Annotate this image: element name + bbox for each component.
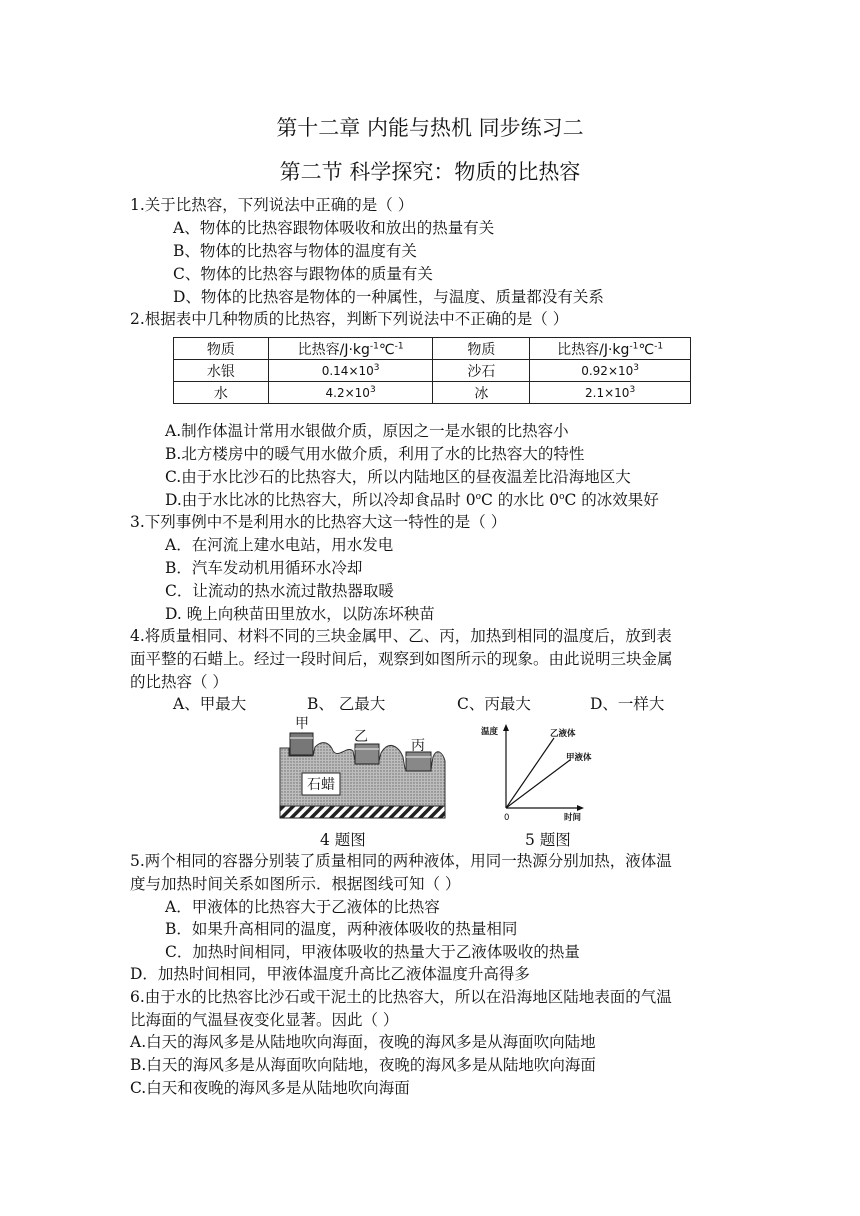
option-text: C 的冰效果好 — [564, 491, 659, 509]
table-cell: 冰 — [433, 382, 530, 404]
y-axis-label: 温度 — [481, 727, 499, 737]
q3-option-a: A．在河流上建水电站，用水发电 — [165, 536, 394, 554]
value-text: 4.2×10 — [325, 385, 370, 400]
table-cell: 水 — [174, 382, 269, 404]
q4-option-d: D、一样大 — [590, 695, 665, 713]
unit-text: 比热容/J·kg — [297, 341, 370, 358]
q4-option-a: A、甲最大 — [173, 695, 247, 713]
table-header-cell: 物质 — [433, 338, 530, 360]
q1-option-a: A、物体的比热容跟物体吸收和放出的热量有关 — [173, 219, 495, 237]
table-header-cell — [268, 338, 433, 360]
unit-celsius: ℃ — [638, 341, 655, 358]
q4-option-c: C、丙最大 — [457, 695, 531, 713]
option-text: C 的水比 0 — [481, 491, 560, 509]
block-yi — [355, 744, 379, 764]
q6-option-b: B.白天的海风多是从海面吹向陆地，夜晚的海风多是从陆地吹向海面 — [130, 1056, 596, 1074]
value-text: 2.1×10 — [585, 385, 630, 400]
q5-stem-line1: 5.两个相同的容器分别装了质量相同的两种液体，用同一热源分别加热，液体温 — [130, 852, 672, 870]
unit-sup: -1 — [369, 340, 379, 351]
unit-sup: -1 — [654, 340, 664, 351]
q3-stem: 3.下列事例中不是利用水的比热容大这一特性的是（ ） — [130, 513, 507, 531]
table-cell — [268, 382, 433, 404]
q2-option-b: B.北方楼房中的暖气用水做介质，利用了水的比热容大的特性 — [165, 445, 585, 463]
option-text: D.由于水比冰的比热容大，所以冷却食品时 0 — [165, 491, 476, 509]
figure-5-graph — [478, 716, 592, 824]
table-row — [174, 360, 691, 382]
table-header-cell: 物质 — [174, 338, 269, 360]
label-bing: 丙 — [411, 738, 425, 754]
degree-sup: o — [559, 491, 565, 502]
q6-stem-line2: 比海面的气温昼夜变化显著。因此（ ） — [130, 1011, 399, 1029]
q6-stem-line1: 6.由于水的比热容比沙石或干泥土的比热容大，所以在沿海地区陆地表面的气温 — [130, 988, 672, 1006]
unit-text: 比热容/J·kg — [557, 341, 630, 358]
q3-option-d: D. 晚上向秧苗田里放水，以防冻坏秧苗 — [165, 605, 435, 623]
page-title: 第十二章 内能与热机 同步练习二 — [276, 116, 584, 140]
table-cell — [530, 360, 691, 382]
value-exp: 3 — [629, 384, 636, 395]
q1-option-b: B、物体的比热容与物体的温度有关 — [173, 242, 417, 260]
q1-option-c: C、物体的比热容与跟物体的质量有关 — [173, 265, 433, 283]
q5-option-a: A．甲液体的比热容大于乙液体的比热容 — [165, 898, 440, 916]
line-yi-label: 乙液体 — [550, 729, 576, 739]
table-row — [174, 382, 691, 404]
block-bing — [406, 752, 431, 771]
table-header-row — [174, 338, 691, 360]
figure-5-caption: 5 题图 — [525, 831, 571, 849]
value-exp: 3 — [373, 362, 380, 373]
q4-stem-line1: 4.将质量相同、材料不同的三块金属甲、乙、丙，加热到相同的温度后，放到表 — [130, 627, 672, 645]
q4-stem-line2: 面平整的石蜡上。经过一段时间后，观察到如图所示的现象。由此说明三块金属 — [130, 650, 673, 668]
q2-option-d — [165, 489, 659, 511]
q6-option-c: C.白天和夜晚的海风多是从陆地吹向海面 — [130, 1079, 410, 1097]
temperature-graph — [478, 716, 592, 824]
value-exp: 3 — [633, 362, 639, 373]
figure-4-wax — [275, 713, 460, 825]
value-exp: 3 — [369, 384, 376, 395]
q2-option-c: C.由于水比沙石的比热容大，所以内陆地区的昼夜温差比沿海地区大 — [165, 468, 631, 486]
q5-stem-line2: 度与加热时间关系如图所示．根据图线可知（ ） — [130, 875, 461, 893]
q6-option-a: A.白天的海风多是从陆地吹向海面，夜晚的海风多是从海面吹向陆地 — [130, 1033, 596, 1051]
q5-option-d: D．加热时间相同，甲液体温度升高比乙液体温度升高得多 — [130, 965, 530, 983]
q4-stem-line3: 的比热容（ ） — [130, 673, 228, 691]
line-jia — [506, 760, 570, 808]
table-cell — [268, 360, 433, 382]
unit-sup: -1 — [629, 340, 639, 351]
base-plate — [280, 806, 445, 818]
table-cell — [530, 382, 691, 404]
q1-stem: 1.关于比热容，下列说法中正确的是（ ） — [130, 196, 414, 214]
section-title: 第二节 科学探究：物质的比热容 — [279, 160, 581, 184]
q4-option-b: B、 乙最大 — [307, 695, 386, 713]
specific-heat-table — [173, 337, 691, 404]
q1-option-d: D、物体的比热容是物体的一种属性，与温度、质量都没有关系 — [173, 288, 604, 306]
degree-sup: o — [475, 491, 482, 502]
q5-option-c: C．加热时间相同，甲液体吸收的热量大于乙液体吸收的热量 — [165, 943, 580, 961]
value-text: 0.14×10 — [321, 363, 374, 378]
unit-celsius: ℃ — [378, 341, 395, 358]
x-axis-arrow — [577, 805, 584, 811]
x-axis-label: 时间 — [564, 813, 582, 823]
q3-option-c: C．让流动的热水流过散热器取暖 — [165, 582, 394, 600]
label-jia: 甲 — [295, 716, 309, 732]
table-cell: 水银 — [174, 360, 269, 382]
unit-sup: -1 — [394, 340, 404, 351]
q5-option-b: B．如果升高相同的温度，两种液体吸收的热量相同 — [165, 920, 518, 938]
figure-4-caption: 4 题图 — [320, 831, 366, 849]
table-header-cell — [530, 338, 691, 360]
line-yi — [506, 738, 554, 808]
table-cell: 沙石 — [433, 360, 530, 382]
y-axis-arrow — [503, 724, 509, 731]
block-jia — [290, 733, 313, 755]
line-jia-label: 甲液体 — [566, 753, 592, 763]
wax-label: 石蜡 — [307, 777, 335, 793]
q2-stem: 2.根据表中几种物质的比热容，判断下列说法中不正确的是（ ） — [130, 310, 569, 328]
origin-label: 0 — [504, 813, 510, 823]
wax-diagram — [275, 713, 460, 825]
q3-option-b: B．汽车发动机用循环水冷却 — [165, 559, 363, 577]
label-yi: 乙 — [354, 729, 368, 745]
value-text: 0.92×10 — [581, 363, 634, 378]
q2-option-a: A.制作体温计常用水银做介质，原因之一是水银的比热容小 — [165, 422, 569, 440]
